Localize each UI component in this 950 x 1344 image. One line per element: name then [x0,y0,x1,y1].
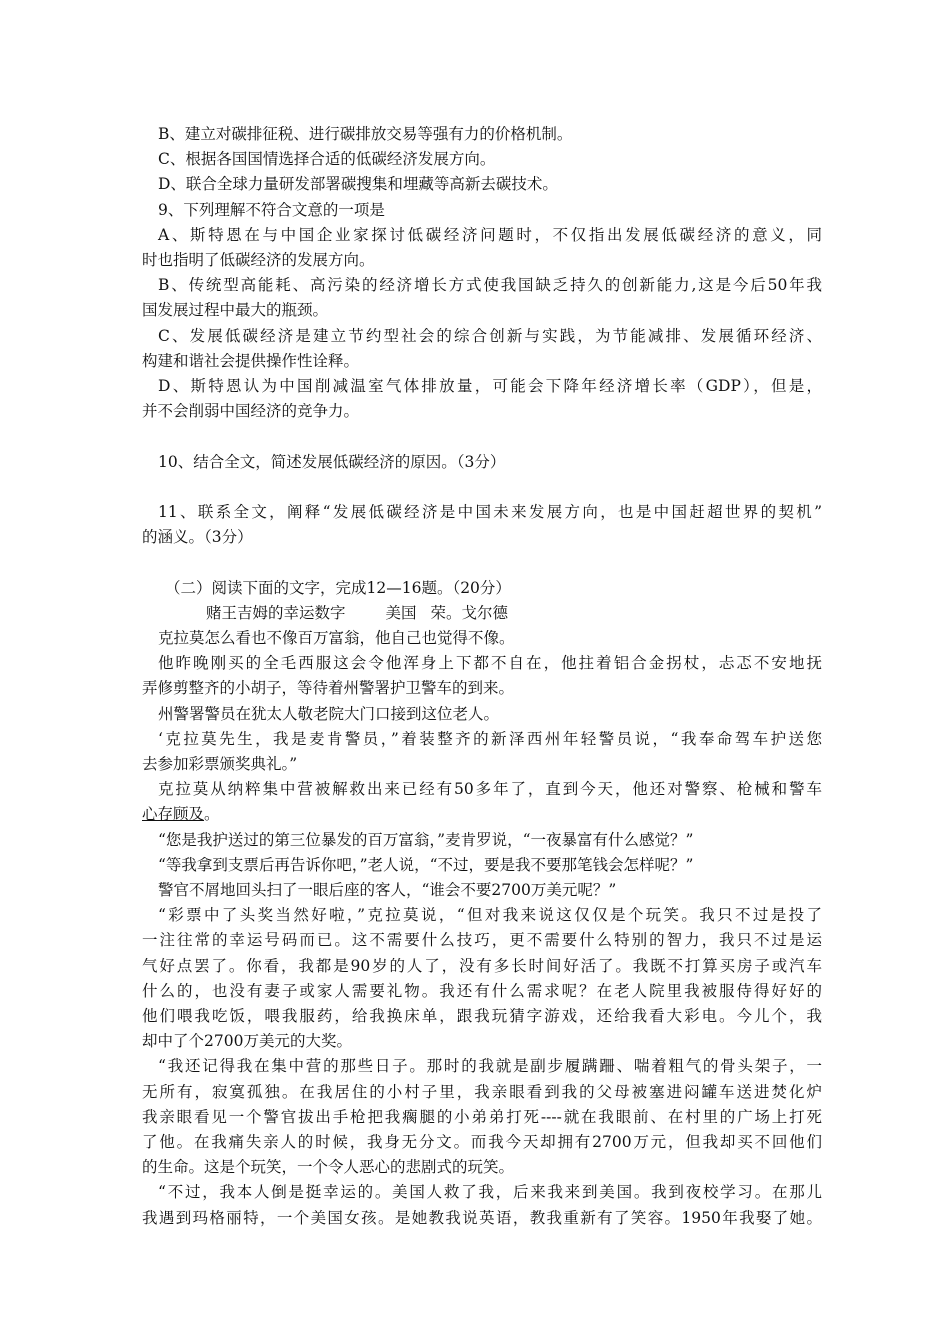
question-9-stem: 9、下列理解不符合文意的一项是 [158,200,385,219]
story-paragraph: 了他。在我痛失亲人的时候，我身无分文。而我今天却拥有2700万元，但我却买不回他们 [142,1133,822,1152]
q9-option-b-line1: B、传统型高能耗、高污染的经济增长方式使我国缺乏持久的创新能力,这是今后50年我 [158,276,822,295]
story-paragraph: 什么的，也没有妻子或家人需要礼物。我还有什么需求呢？在老人院里我被服侍得好好的 [142,981,822,1000]
section-2-heading: （二）阅读下面的文字，完成12—16题。（20分） [165,578,511,597]
story-paragraph: 警官不屑地回头扫了一眼后座的客人，“谁会不要2700万美元呢？” [158,881,617,900]
q9-option-a-line2: 时也指明了低碳经济的发展方向。 [142,251,375,270]
story-paragraph: “等我拿到支票后再告诉你吧，”老人说，“不过，要是我不要那笔钱会怎样呢？” [158,855,694,874]
question-11-line2: 的涵义。（3分） [142,528,253,547]
q9-option-c-line2: 构建和谐社会提供操作性诠释。 [142,351,360,370]
question-11-line1: 11、联系全文，阐释“发展低碳经济是中国未来发展方向，也是中国赶超世界的契机” [158,503,822,522]
story-paragraph: 他昨晚刚买的全毛西服这会令他浑身上下都不自在，他拄着铝合金拐杖，忐忑不安地抚 [158,654,822,673]
q9-option-d-line1: D、斯特恩认为中国削减温室气体排放量，可能会下降年经济增长率（GDP），但是， [158,377,822,396]
story-paragraph: ‘克拉莫先生，我是麦肯警员，”着装整齐的新泽西州年轻警员说，“我奉命驾车护送您 [158,729,822,748]
q9-option-a-line1: A、斯特恩在与中国企业家探讨低碳经济问题时，不仅指出发展低碳经济的意义，同 [158,225,822,244]
story-paragraph: 却中了个2700万美元的大奖。 [142,1032,352,1051]
q9-option-d-line2: 并不会削弱中国经济的竞争力。 [142,402,360,421]
story-paragraph: 州警署警员在犹太人敬老院大门口接到这位老人。 [158,704,500,723]
story-paragraph: 气好点罢了。你看，我都是90岁的人了，没有多长时间好活了。我既不打算买房子或汽车 [142,956,822,975]
story-paragraph: “不过，我本人倒是挺幸运的。美国人救了我，后来我来到美国。我到夜校学习。在那儿 [158,1183,822,1202]
story-paragraph: 无所有，寂寞孤独。在我居住的小村子里，我亲眼看到我的父母被塞进闷罐车送进焚化炉 [142,1082,822,1101]
story-paragraph: “彩票中了头奖当然好啦，”克拉莫说，“但对我来说这仅仅是个玩笑。我只不过是投了 [158,906,822,925]
story-paragraph: 我遇到玛格丽特，一个美国女孩。是她教我说英语，教我重新有了笑容。1950年我娶了她。 [142,1208,822,1227]
question-10: 10、结合全文，简述发展低碳经济的原因。（3分） [158,452,506,471]
underlined-phrase: 心存顾及 [142,805,205,824]
q9-option-c-line1: C、发展低碳经济是建立节约型社会的综合创新与实践，为节能减排、发展循环经济、 [158,326,822,345]
story-paragraph [142,802,822,827]
author-country: 美国 [385,603,417,622]
spacer [142,475,822,500]
option-c: C、根据各国国情选择合适的低碳经济发展方向。 [158,150,496,169]
story-paragraph: 我亲眼看见一个警官拔出手枪把我瘸腿的小弟弟打死----就在我眼前、在村里的广场上打死 [142,1107,822,1126]
spacer [142,424,822,449]
story-paragraph: 一注往常的幸运号码而已。这不需要什么技巧，更不需要什么特别的智力，我只不过是运 [142,931,822,950]
punctuation: 。 [204,805,220,824]
story-paragraph: “我还记得我在集中营的那些日子。那时的我就是副步履蹒跚、喘着粗气的骨头架子，一 [158,1057,822,1076]
option-b: B、建立对碳排征税、进行碳排放交易等强有力的价格机制。 [158,125,573,143]
story-paragraph: 弄修剪整齐的小胡子，等待着州警署护卫警车的到来。 [142,679,515,698]
story-paragraph: 的生命。这是个玩笑，一个令人恶心的悲剧式的玩笑。 [142,1158,515,1177]
story-paragraph: “您是我护送过的第三位暴发的百万富翁，”麦肯罗说，“一夜暴富有什么感觉？” [158,830,694,849]
spacer [142,550,822,575]
author-name: 荣。戈尔德 [430,603,509,622]
story-paragraph: 去参加彩票颁奖典礼。” [142,755,298,774]
story-paragraph: 他们喂我吃饭，喂我服药，给我换床单，跟我玩猜字游戏，还给我看大彩电。今儿个，我 [142,1007,822,1026]
document-page [142,122,822,1231]
story-paragraph: 克拉莫怎么看也不像百万富翁，他自己也觉得不像。 [158,629,515,648]
story-paragraph: 克拉莫从纳粹集中营被解救出来已经有50多年了，直到今天，他还对警察、枪械和警车 [158,780,822,799]
story-title: 赌王吉姆的幸运数字 [206,603,346,622]
q9-option-b-line2: 国发展过程中最大的瓶颈。 [142,301,329,320]
story-title-line [142,601,822,626]
option-d: D、联合全球力量研发部署碳搜集和埋藏等高新去碳技术。 [158,175,558,194]
